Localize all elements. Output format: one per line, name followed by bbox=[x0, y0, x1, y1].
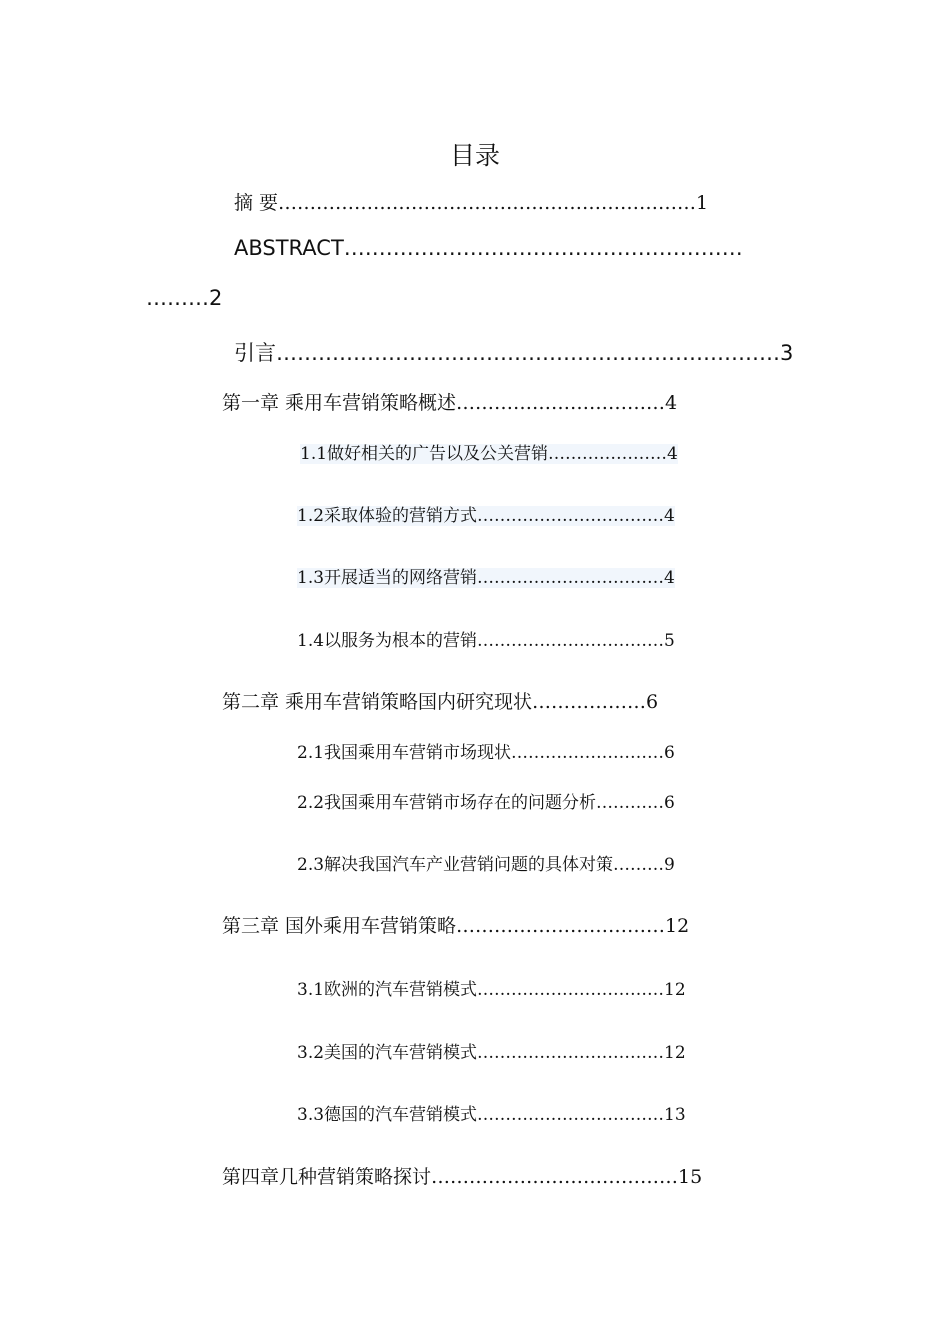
toc-entry-abstract-en-page: ………2 bbox=[146, 286, 223, 310]
toc-entry-3-1: 3.1欧洲的汽车营销模式……………………………12 bbox=[297, 980, 686, 1000]
toc-entry-chapter-4: 第四章几种营销策略探讨…………………………………15 bbox=[222, 1166, 703, 1188]
toc-entry-1-3: 1.3开展适当的网络营销……………………………4 bbox=[297, 568, 675, 588]
toc-entry-2-3: 2.3解决我国汽车产业营销问题的具体对策………9 bbox=[297, 855, 675, 875]
toc-entry-chapter-1: 第一章 乘用车营销策略概述……………………………4 bbox=[222, 392, 678, 414]
toc-entry-2-1: 2.1我国乘用车营销市场现状………………………6 bbox=[297, 743, 675, 763]
toc-entry-3-3: 3.3德国的汽车营销模式……………………………13 bbox=[297, 1105, 686, 1125]
toc-entry-1-4: 1.4以服务为根本的营销……………………………5 bbox=[297, 631, 675, 651]
page-title: 目录 bbox=[449, 141, 500, 170]
toc-entry-3-2: 3.2美国的汽车营销模式……………………………12 bbox=[297, 1043, 686, 1063]
toc-entry-2-2: 2.2我国乘用车营销市场存在的问题分析…………6 bbox=[297, 793, 675, 813]
toc-entry-intro: 引言………………………………………………………………3 bbox=[234, 341, 794, 365]
toc-entry-chapter-2: 第二章 乘用车营销策略国内研究现状………………6 bbox=[222, 691, 659, 713]
toc-entry-abstract-en: ABSTRACT………………………………………………… bbox=[234, 236, 743, 260]
toc-entry-chapter-3: 第三章 国外乘用车营销策略……………………………12 bbox=[222, 915, 690, 937]
toc-entry-1-1: 1.1做好相关的广告以及公关营销…………………4 bbox=[300, 444, 678, 464]
toc-entry-abstract-cn: 摘 要…………………………………………………………1 bbox=[234, 192, 709, 214]
toc-entry-1-2: 1.2采取体验的营销方式……………………………4 bbox=[297, 506, 675, 526]
